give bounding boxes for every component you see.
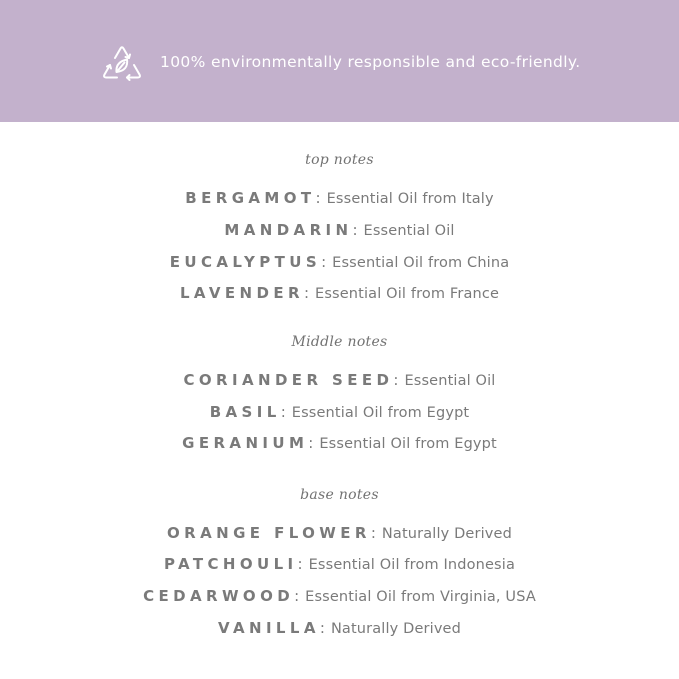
note-colon: : [352, 221, 358, 239]
note-description: Essential Oil from Egypt [319, 436, 497, 452]
note-colon: : [303, 284, 310, 302]
note-line [0, 251, 679, 274]
note-description: Essential Oil from Italy [326, 191, 494, 207]
note-line [0, 432, 679, 455]
eco-banner [0, 0, 679, 122]
note-colon: : [321, 253, 327, 271]
note-colon: : [308, 434, 314, 452]
note-description: Essential Oil from Egypt [291, 405, 470, 421]
note-name: MANDARIN [224, 221, 353, 239]
note-line [0, 522, 679, 545]
eco-statement: 100% environmentally responsible and eco-friendly. [160, 53, 581, 71]
note-colon: : [297, 555, 303, 573]
note-colon: : [370, 524, 376, 542]
note-line [0, 585, 679, 608]
note-description: Essential Oil from Indonesia [308, 557, 515, 573]
note-name: EUCALYPTUS [169, 253, 322, 271]
note-name: BASIL [209, 403, 281, 421]
note-line [0, 369, 679, 392]
note-colon: : [319, 619, 325, 637]
note-name: PATCHOULI [164, 555, 298, 573]
note-line [0, 282, 679, 305]
note-name: VANILLA [218, 619, 320, 637]
note-line [0, 187, 679, 210]
note-name: CEDARWOOD [143, 587, 295, 605]
note-name: GERANIUM [182, 434, 309, 452]
note-description: Essential Oil from China [332, 255, 510, 271]
note-line [0, 219, 679, 242]
note-description: Naturally Derived [330, 621, 461, 637]
note-name: CORIANDER SEED [183, 371, 394, 389]
note-line [0, 553, 679, 576]
note-name: BERGAMOT [185, 189, 316, 207]
section-title-base-notes: base notes [300, 487, 379, 503]
note-description: Essential Oil [404, 373, 496, 389]
note-description: Naturally Derived [381, 526, 512, 542]
note-description: Essential Oil from Virginia, USA [305, 589, 536, 605]
note-colon: : [294, 587, 300, 605]
section-title-middle-notes: Middle notes [291, 334, 388, 350]
note-colon: : [315, 189, 321, 207]
note-colon: : [280, 403, 286, 421]
note-line [0, 401, 679, 424]
note-colon: : [393, 371, 399, 389]
note-line [0, 617, 679, 640]
note-description: Essential Oil from France [315, 286, 500, 302]
recycle-leaf-icon [96, 38, 148, 88]
note-description: Essential Oil [363, 223, 455, 239]
note-name: ORANGE FLOWER [167, 524, 371, 542]
note-name: LAVENDER [179, 284, 304, 302]
section-title-top-notes: top notes [305, 152, 374, 168]
